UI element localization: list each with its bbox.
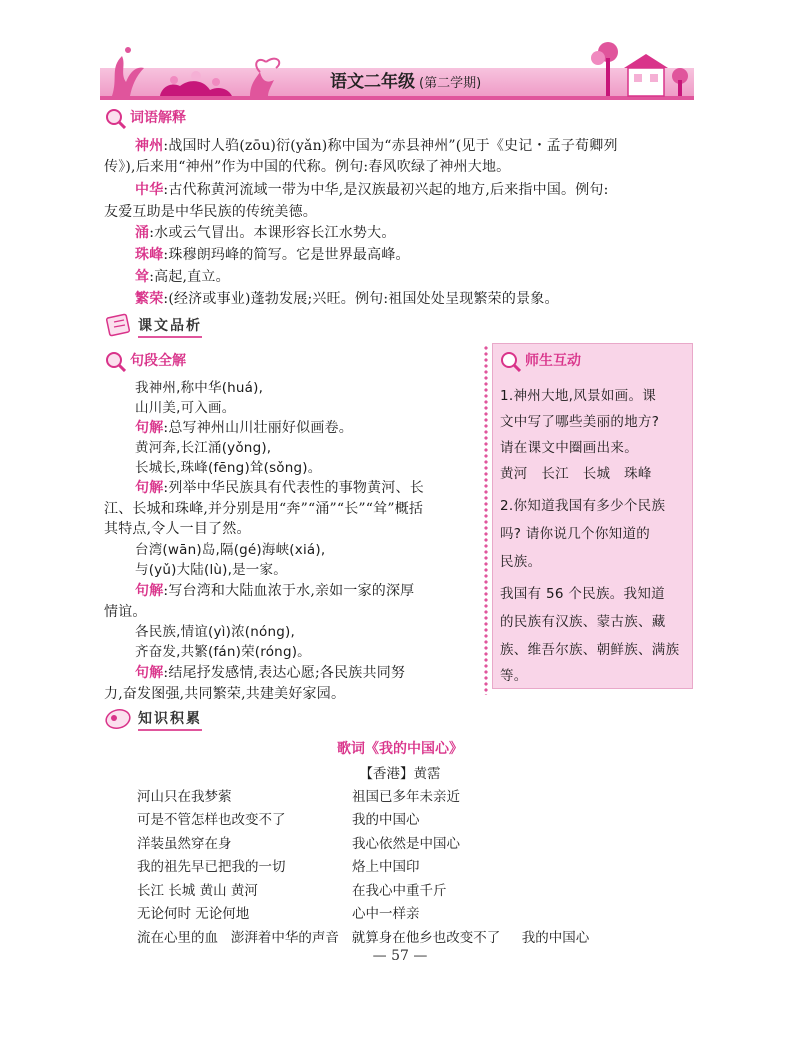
page-number: — 57 — (372, 948, 428, 964)
lyric-line: 我的中国心 (352, 812, 420, 828)
column-divider (484, 345, 488, 695)
sentence-note (135, 418, 353, 438)
sentence-heading: 句段全解 (130, 353, 186, 369)
lyric-line: 可是不管怎样也改变不了 (137, 812, 286, 828)
interaction-box (492, 343, 693, 689)
lyric-line: 烙上中国印 (352, 859, 420, 875)
interaction-answer: 我国有 56 个民族。我知道 (500, 586, 665, 602)
book-title-text: 语文二年级 (330, 72, 415, 92)
verse-line: 黄河奔,长江涌(yǒng), (135, 440, 272, 456)
knowledge-heading: 知识积累 (138, 709, 202, 731)
interaction-line: 请在课文中圈画出来。 (500, 440, 638, 456)
lyric-line: 心中一样亲 (352, 906, 420, 922)
vocab-term: 涌 (135, 225, 150, 241)
knowledge-icon (104, 705, 134, 731)
vocab-definition: :(经济或事业)蓬勃发展;兴旺。例句:祖国处处呈现繁荣的景象。 (163, 291, 559, 307)
flowers-decoration-icon (100, 28, 300, 100)
note-text: :列举中华民族具有代表性的事物黄河、长 (163, 480, 424, 496)
note-text: 江、长城和珠峰,并分别是用“奔”“涌”“长”“耸”概括 (104, 501, 424, 517)
vocab-definition: 传》),后来用“神州”作为中国的代称。例句:春风吹绿了神州大地。 (104, 159, 511, 175)
lyric-line: 流在心里的血 澎湃着中华的声音 就算身在他乡也改变不了 我的中国心 (137, 930, 590, 946)
vocab-definition: :水或云气冒出。本课形容长江水势大。 (149, 225, 396, 241)
note-text: :写台湾和大陆血浓于水,亲如一家的深厚 (163, 583, 415, 599)
vocab-entry (135, 267, 230, 287)
vocab-definition: 友爱互助是中华民族的传统美德。 (104, 204, 317, 220)
interaction-line: 1.神州大地,风景如画。课 (500, 388, 657, 404)
vocab-term: 繁荣 (135, 291, 164, 307)
lyric-line: 河山只在我梦萦 (137, 789, 232, 805)
book-title (330, 68, 481, 98)
interaction-answer: 黄河 长江 长城 珠峰 (500, 466, 652, 482)
notebook-icon (104, 312, 134, 338)
interaction-answer: 等。 (500, 668, 528, 684)
vocab-entry (135, 289, 559, 309)
verse-line: 与(yǔ)大陆(lù),是一家。 (135, 562, 287, 578)
verse-line: 齐奋发,共繁(fán)荣(róng)。 (135, 644, 311, 660)
verse-line: 各民族,情谊(yì)浓(nóng), (135, 624, 295, 640)
note-text: :总写神州山川壮丽好似画卷。 (163, 420, 353, 436)
song-author: 【香港】黄霑 (359, 766, 441, 782)
interaction-answer: 的民族有汉族、蒙古族、藏 (500, 614, 666, 630)
vocab-term: 中华 (135, 182, 164, 198)
vocab-term: 神州 (135, 138, 164, 154)
lyric-line: 洋装虽然穿在身 (137, 836, 232, 852)
note-text: 力,奋发图强,共同繁荣,共建美好家园。 (104, 686, 346, 702)
note-text: 情谊。 (104, 604, 147, 620)
lyric-line: 我心依然是中国心 (352, 836, 460, 852)
sentence-note (135, 663, 405, 683)
note-label: 句解 (135, 665, 164, 681)
note-text: 其特点,令人一目了然。 (104, 521, 251, 537)
verse-line: 长城长,珠峰(fēng)耸(sǒng)。 (135, 460, 322, 476)
sentence-note (135, 478, 424, 498)
vocab-definition: :珠穆朗玛峰的简写。它是世界最高峰。 (163, 247, 410, 263)
lyric-line: 在我心中重千斤 (352, 883, 447, 899)
vocab-definition: :高起,直立。 (149, 269, 230, 285)
lyric-line: 长江 长城 黄山 黄河 (137, 883, 258, 899)
house-decoration-icon (584, 28, 694, 100)
sentence-note (135, 581, 414, 601)
note-label: 句解 (135, 420, 164, 436)
interaction-line: 2.你知道我国有多少个民族 (500, 498, 666, 514)
term-label: (第二学期) (419, 76, 482, 91)
vocab-entry (135, 223, 396, 243)
interaction-line: 民族。 (500, 554, 542, 570)
note-text: :结尾抒发感情,表达心愿;各民族共同努 (163, 665, 406, 681)
magnifier-icon (104, 350, 126, 372)
vocab-entry (135, 136, 618, 156)
interaction-heading: 师生互动 (525, 353, 581, 369)
page-header (100, 28, 694, 102)
vocab-definition: :战国时人驺(zōu)衍(yǎn)称中国为“赤县神州”(见于《史记・孟子荀卿列 (163, 138, 618, 154)
vocab-term: 耸 (135, 269, 150, 285)
vocab-term: 珠峰 (135, 247, 164, 263)
interaction-answer: 族、维吾尔族、朝鲜族、满族 (500, 642, 680, 658)
vocab-definition: :古代称黄河流域一带为中华,是汉族最初兴起的地方,后来指中国。例句: (163, 182, 609, 198)
interaction-line: 文中写了哪些美丽的地方? (500, 414, 660, 430)
verse-line: 我神州,称中华(huá), (135, 380, 264, 396)
song-title: 歌词《我的中国心》 (337, 741, 463, 757)
verse-line: 台湾(wān)岛,隔(gé)海峡(xiá), (135, 542, 326, 558)
magnifier-icon (104, 107, 126, 129)
interaction-line: 吗? 请你说几个你知道的 (500, 526, 651, 542)
note-label: 句解 (135, 583, 164, 599)
magnifier-icon (499, 350, 521, 372)
verse-line: 山川美,可入画。 (135, 400, 236, 416)
vocab-entry (135, 245, 410, 265)
lyric-line: 无论何时 无论何地 (137, 906, 250, 922)
note-label: 句解 (135, 480, 164, 496)
lyric-line: 我的祖先早已把我的一切 (137, 859, 286, 875)
lyric-line: 祖国已多年未亲近 (352, 789, 460, 805)
vocab-heading: 词语解释 (130, 110, 186, 126)
vocab-entry (135, 180, 609, 200)
analysis-heading: 课文品析 (138, 316, 202, 338)
